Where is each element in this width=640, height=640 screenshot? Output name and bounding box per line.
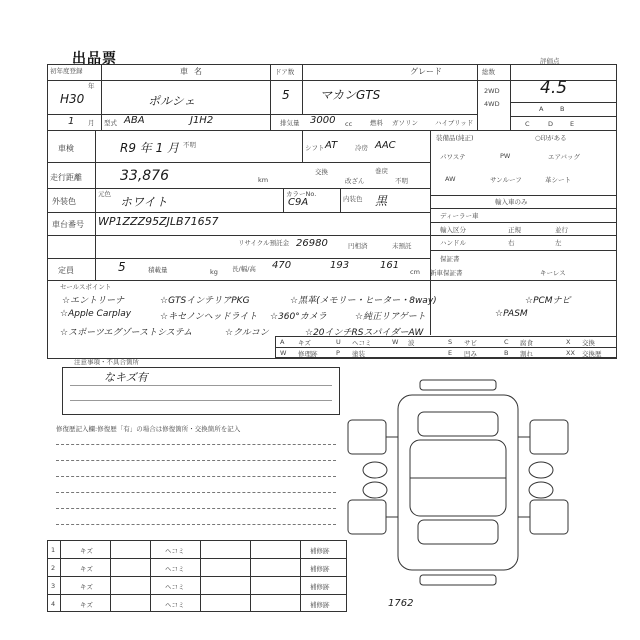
stamp-number: 1762 [388, 598, 414, 609]
inspection-none: 不明 [183, 141, 196, 149]
mileage-opt-3: 不明 [395, 177, 408, 185]
option-3: エアバッグ [548, 153, 580, 161]
width-value: 193 [330, 260, 350, 271]
table-row: キズ [80, 601, 93, 609]
car-hood [418, 412, 498, 436]
fuel-label: 燃料 [370, 119, 383, 127]
car-name-label: 車名 [180, 67, 208, 76]
legend-replace: 交換 [582, 339, 595, 347]
legend-a: A [280, 338, 285, 346]
color-orig-label: 元色 [98, 190, 111, 198]
table-row: ヘコミ [165, 583, 185, 591]
import-type-alt: 並行 [555, 226, 568, 234]
legend-xx: XX [566, 349, 575, 357]
mileage-unit: km [258, 176, 269, 184]
mileage-value: 33,876 [120, 168, 169, 184]
table-row: 補修跡 [310, 565, 330, 573]
import-label: 輸入車のみ [495, 198, 528, 206]
interior-grade-c: C [525, 120, 530, 128]
legend-paint: 塗装 [352, 350, 365, 358]
drive-2wd: 2WD [484, 87, 500, 95]
form-title: 出品票 [72, 51, 117, 67]
option-2: PW [500, 152, 511, 160]
history-value: 新車保証書 [430, 269, 463, 277]
month-value: 1 [68, 116, 75, 127]
grade-label: 評価点 [540, 57, 560, 65]
table-row: キズ [80, 547, 93, 555]
options-label: 装備品(純正) [436, 134, 474, 142]
hybrid-label: ハイブリッド [435, 119, 474, 127]
notes-label: 注意事項・不具合箇所 [74, 358, 139, 366]
door-label: ドア数 [275, 68, 295, 76]
legend-crack: 割れ [520, 350, 533, 358]
legend-b: B [504, 349, 509, 357]
sale-point-3: ☆黒革(メモリー・ヒーター・8way) [290, 296, 437, 306]
sale-point-7: ☆360°カメラ [270, 312, 327, 322]
legend-u: U [336, 338, 341, 346]
height-value: 161 [380, 260, 400, 271]
sale-point-1: ☆エントリーナ [62, 296, 125, 306]
table-row: 2 [51, 564, 56, 572]
grade-value: マカンGTS [320, 88, 381, 102]
table-row: 補修跡 [310, 547, 330, 555]
legend-c: C [504, 338, 509, 346]
size-unit: cm [410, 268, 420, 276]
sale-point-10: ☆スポーツエグゾーストシステム [60, 328, 193, 338]
capacity-label: 定員 [58, 266, 74, 275]
table-row: 補修跡 [310, 601, 330, 609]
displacement-value: 3000 [310, 115, 336, 126]
option-6: 革シート [545, 176, 571, 184]
grade-col-label: グレード [410, 67, 442, 76]
first-reg-label: 初年度登録 [50, 67, 83, 75]
sale-point-8: ☆純正リアゲート [355, 312, 426, 322]
right-rear-panel [530, 500, 568, 534]
legend-dent: ヘコミ [352, 339, 372, 347]
score-value: 4.5 [540, 78, 568, 98]
repair-label: 修復歴記入欄:修復歴「有」の場合は修復箇所・交換箇所を記入 [56, 425, 241, 433]
handle-alt: 左 [555, 239, 562, 247]
recycle-value: 26980 [296, 238, 328, 249]
interior-grade-e: E [570, 120, 575, 128]
sale-point-11: ☆クルコン [225, 328, 269, 338]
color-value: ホワイト [120, 195, 168, 209]
sale-point-12: ☆20インチRSスパイダーAW [305, 328, 424, 338]
option-4: AW [445, 175, 456, 183]
table-row: キズ [80, 565, 93, 573]
manual-value: キーレス [540, 269, 566, 277]
model-code: J1H2 [190, 115, 214, 126]
color-label: 外装色 [52, 197, 76, 206]
left-rear-panel [348, 500, 386, 534]
color-code-label: カラーNo. [286, 190, 317, 198]
sale-point-2: ☆GTSインテリアPKG [160, 296, 250, 306]
sale-points-label: セールスポイント [60, 283, 112, 291]
notes-value: なキズ有 [104, 371, 148, 384]
import-type-value: 正規 [508, 226, 521, 234]
mileage-opt-4: 巻戻 [375, 167, 388, 175]
capacity-value: 5 [118, 260, 126, 274]
handle-label: ハンドル [440, 239, 466, 247]
table-row: 補修跡 [310, 583, 330, 591]
mileage-opt-2: 改ざん [345, 177, 365, 185]
legend-s: S [448, 338, 453, 346]
table-row: ヘコミ [165, 547, 185, 555]
legend-pit: 凹み [464, 350, 477, 358]
table-row: ヘコミ [165, 601, 185, 609]
recycle-opt-1: 円相済 [348, 242, 368, 250]
month-label: 月 [88, 119, 95, 127]
vin-label: 車台番号 [52, 220, 84, 229]
total-label: 総数 [482, 68, 495, 76]
recycle-opt-2: 未預託 [392, 242, 412, 250]
legend-rust: サビ [464, 339, 477, 347]
table-row: キズ [80, 583, 93, 591]
mileage-label: 走行距離 [50, 173, 82, 182]
mileage-opt-1: 交換 [315, 168, 328, 176]
import-type-label: 輸入区分 [440, 226, 466, 234]
legend-corrosion: 腐食 [520, 339, 533, 347]
legend-x: X [566, 338, 571, 346]
model-label: 型式 [104, 119, 117, 127]
left-front-panel [348, 420, 386, 454]
ac-value: AAC [375, 140, 396, 151]
legend-wave: 波 [408, 339, 415, 347]
circle-label: ○印がある [535, 134, 567, 142]
legend-p: P [336, 349, 340, 357]
color-code: C9A [288, 197, 309, 208]
model-prefix: ABA [124, 115, 145, 126]
shift-value: AT [325, 140, 338, 151]
rear-bumper [420, 575, 496, 585]
dealer-label: ディーラー車 [440, 212, 479, 220]
history-label: 保証書 [440, 255, 460, 263]
shift-label: シフト [305, 144, 325, 152]
legend-e: E [448, 349, 453, 357]
legend-scratch: キズ [298, 339, 311, 347]
year-value: H30 [60, 92, 85, 106]
option-1: パワステ [440, 153, 466, 161]
inspection-label: 車検 [58, 144, 74, 153]
sale-point-4: ☆PCMナビ [525, 296, 571, 306]
interior-grade-d: D [548, 120, 554, 128]
interior-grade-a: A [539, 105, 544, 113]
table-row: 3 [51, 582, 56, 590]
table-row: 4 [51, 600, 56, 608]
load-unit: kg [210, 268, 218, 276]
drive-4wd: 4WD [484, 100, 500, 108]
table-row: 1 [51, 546, 56, 554]
cc-label: cc [345, 120, 353, 128]
right-front-panel [530, 420, 568, 454]
front-bumper [420, 380, 496, 390]
sale-point-6: ☆キセノンヘッドライト [160, 312, 258, 322]
load-label: 積載量 [148, 266, 168, 274]
legend-replaced: 交換歴 [582, 350, 602, 358]
handle-value: 右 [508, 239, 515, 247]
interior-label: 内装色 [343, 195, 363, 203]
size-label: 長/幅/高 [232, 265, 256, 273]
legend-w2: W [280, 349, 287, 357]
displacement-label: 排気量 [280, 119, 300, 127]
doors-value: 5 [282, 88, 290, 102]
legend-repair: 修理跡 [298, 350, 318, 358]
legend-w: W [392, 338, 399, 346]
inspection-value: R9 年 1 月 [120, 141, 180, 155]
maker-value: ポルシェ [148, 94, 196, 108]
table-row: ヘコミ [165, 565, 185, 573]
sale-point-9: ☆PASM [495, 309, 528, 319]
length-value: 470 [272, 260, 292, 271]
interior-grade-b: B [560, 105, 565, 113]
option-5: サンルーフ [490, 176, 522, 184]
ac-label: 冷房 [355, 144, 368, 152]
sale-point-5: ☆Apple Carplay [60, 309, 132, 319]
fuel-value: ガソリン [392, 119, 418, 127]
vin-value: WP1ZZZ95ZJLB71657 [98, 215, 219, 228]
recycle-label: リサイクル預託金 [238, 239, 290, 247]
car-trunk [418, 520, 498, 544]
year-label: 年 [88, 82, 95, 90]
interior-value: 黒 [375, 194, 388, 208]
